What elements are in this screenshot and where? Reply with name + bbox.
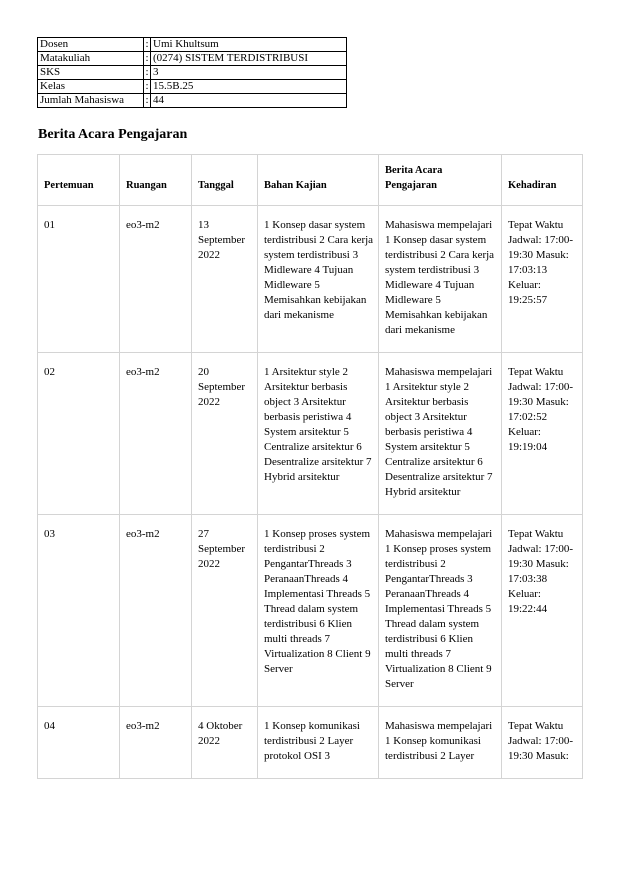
info-label: Jumlah Mahasiswa xyxy=(38,94,144,108)
cell-tanggal: 27 September 2022 xyxy=(192,515,258,707)
cell-kehadiran: Tepat Waktu Jadwal: 17:00-19:30 Masuk: 17:02:52 Keluar: 19:19:04 xyxy=(502,353,583,515)
info-label: Dosen xyxy=(38,38,144,52)
course-info-table xyxy=(37,37,347,108)
cell-bahan-kajian: 1 Konsep komunikasi terdistribusi 2 Layer protokol OSI 3 xyxy=(258,707,379,779)
header-pertemuan: Pertemuan xyxy=(38,155,120,206)
header-ruangan: Ruangan xyxy=(120,155,192,206)
info-separator: : xyxy=(145,38,149,50)
cell-ruangan: eo3-m2 xyxy=(120,707,192,779)
info-row-matakuliah xyxy=(38,52,347,66)
info-row-dosen xyxy=(38,38,347,52)
info-separator: : xyxy=(145,94,149,106)
table-row xyxy=(38,353,583,515)
cell-pertemuan: 01 xyxy=(38,206,120,353)
info-row-jumlah-mahasiswa xyxy=(38,94,347,108)
cell-pertemuan: 03 xyxy=(38,515,120,707)
info-value: 15.5B.25 xyxy=(151,80,347,94)
cell-ruangan: eo3-m2 xyxy=(120,515,192,707)
cell-berita-acara: Mahasiswa mempelajari 1 Arsitektur style 2 Arsitektur berbasis object 3 Arsitektur berbasis peristiwa 4 System arsitektur 5 Centralize arsitektur 6 Desentralize arsitektur 7 Hybrid arsitektur xyxy=(379,353,502,515)
info-separator: : xyxy=(145,52,149,64)
table-row xyxy=(38,707,583,779)
table-header-row xyxy=(38,155,583,206)
cell-pertemuan: 02 xyxy=(38,353,120,515)
info-separator: : xyxy=(145,80,149,92)
cell-ruangan: eo3-m2 xyxy=(120,206,192,353)
header-bahan-kajian: Bahan Kajian xyxy=(258,155,379,206)
info-separator: : xyxy=(145,66,149,78)
teaching-record-table xyxy=(37,154,583,779)
info-value: Umi Khultsum xyxy=(151,38,347,52)
info-value: 3 xyxy=(151,66,347,80)
cell-bahan-kajian: 1 Konsep dasar system terdistribusi 2 Cara kerja system terdistribusi 3 Midleware 4 Tujuan Midleware 5 Memisahkan kebijakan dari mekanisme xyxy=(258,206,379,353)
cell-kehadiran: Tepat Waktu Jadwal: 17:00-19:30 Masuk: 17:03:38 Keluar: 19:22:44 xyxy=(502,515,583,707)
info-label: SKS xyxy=(38,66,144,80)
cell-tanggal: 20 September 2022 xyxy=(192,353,258,515)
cell-bahan-kajian: 1 Konsep proses system terdistribusi 2 PengantarThreads 3 PeranaanThreads 4 Implementasi Threads 5 Thread dalam system terdistribusi 6 Klien multi threads 7 Virtualization 8 Client 9 Server xyxy=(258,515,379,707)
cell-berita-acara: Mahasiswa mempelajari 1 Konsep dasar system terdistribusi 2 Cara kerja system terdistribusi 3 Midleware 4 Tujuan Midleware 5 Memisahkan kebijakan dari mekanisme xyxy=(379,206,502,353)
header-tanggal: Tanggal xyxy=(192,155,258,206)
cell-kehadiran: Tepat Waktu Jadwal: 17:00-19:30 Masuk: 17:03:13 Keluar: 19:25:57 xyxy=(502,206,583,353)
cell-kehadiran: Tepat Waktu Jadwal: 17:00-19:30 Masuk: xyxy=(502,707,583,779)
info-label: Matakuliah xyxy=(38,52,144,66)
cell-ruangan: eo3-m2 xyxy=(120,353,192,515)
header-berita-acara: Berita Acara Pengajaran xyxy=(379,155,502,206)
cell-berita-acara: Mahasiswa mempelajari 1 Konsep proses system terdistribusi 2 PengantarThreads 3 PeranaanThreads 4 Implementasi Threads 5 Thread dalam system terdistribusi 6 Klien multi threads 7 Virtualization 8 Client 9 Server xyxy=(379,515,502,707)
info-label: Kelas xyxy=(38,80,144,94)
info-value: (0274) SISTEM TERDISTRIBUSI xyxy=(151,52,347,66)
cell-tanggal: 4 Oktober 2022 xyxy=(192,707,258,779)
info-value: 44 xyxy=(151,94,347,108)
table-row xyxy=(38,515,583,707)
info-row-kelas xyxy=(38,80,347,94)
cell-tanggal: 13 September 2022 xyxy=(192,206,258,353)
cell-bahan-kajian: 1 Arsitektur style 2 Arsitektur berbasis object 3 Arsitektur berbasis peristiwa 4 System arsitektur 5 Centralize arsitektur 6 Desentralize arsitektur 7 Hybrid arsitektur xyxy=(258,353,379,515)
cell-berita-acara: Mahasiswa mempelajari 1 Konsep komunikasi terdistribusi 2 Layer xyxy=(379,707,502,779)
cell-pertemuan: 04 xyxy=(38,707,120,779)
section-title: Berita Acara Pengajaran xyxy=(38,127,188,142)
header-kehadiran: Kehadiran xyxy=(502,155,583,206)
info-row-sks xyxy=(38,66,347,80)
table-row xyxy=(38,206,583,353)
